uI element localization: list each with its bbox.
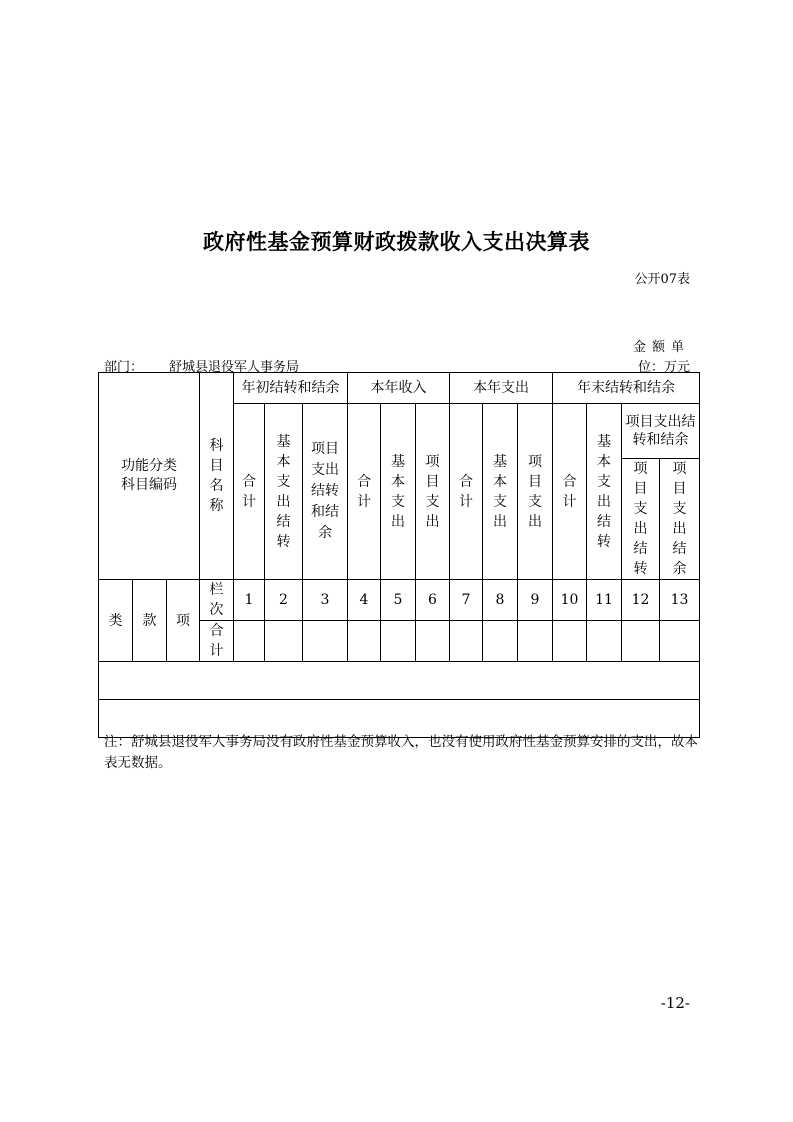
column-index-row — [99, 580, 700, 621]
unit-label-top: 金额单 — [632, 340, 690, 355]
col-num: 9 — [518, 580, 553, 621]
income-header: 本年收入 — [348, 373, 450, 404]
col-num: 5 — [381, 580, 416, 621]
empty-row — [99, 662, 700, 700]
income-total-header: 合计 — [348, 404, 381, 580]
opening-balance-header: 年初结转和结余 — [234, 373, 348, 404]
closing-project-carry-header: 项目支出结转 — [622, 459, 660, 580]
col-num: 7 — [450, 580, 483, 621]
closing-total-header: 合计 — [553, 404, 587, 580]
kuan-header: 款 — [133, 580, 167, 662]
col-num: 11 — [587, 580, 622, 621]
class-header: 类 — [99, 580, 133, 662]
closing-project-header: 项目支出结转和结余 — [622, 404, 700, 459]
unit-label-bottom: 位：万元 — [637, 360, 690, 375]
col-num: 10 — [553, 580, 587, 621]
footnote: 注：舒城县退役军人事务局没有政府性基金预算收入，也没有使用政府性基金预算安排的支出，故本表无数据。 — [104, 734, 698, 771]
col-num: 8 — [483, 580, 518, 621]
department-label: 部门： — [104, 360, 144, 375]
item-header: 项 — [167, 580, 200, 662]
expense-total-header: 合计 — [450, 404, 483, 580]
expense-project-header: 项目支出 — [518, 404, 553, 580]
subject-name-header: 科目名称 — [200, 373, 234, 580]
form-code: 公开07表 — [634, 272, 690, 287]
income-project-header: 项目支出 — [416, 404, 450, 580]
total-row-label: 合计 — [200, 621, 234, 662]
column-index-label: 栏次 — [200, 580, 234, 621]
opening-total-header: 合计 — [234, 404, 265, 580]
expense-header: 本年支出 — [450, 373, 553, 404]
budget-table — [98, 372, 700, 738]
header-row-groups — [99, 373, 700, 404]
col-num: 6 — [416, 580, 450, 621]
col-num: 2 — [265, 580, 303, 621]
opening-basic-header: 基本支出结转 — [265, 404, 303, 580]
empty-data-cell — [99, 662, 700, 700]
closing-balance-header: 年末结转和结余 — [553, 373, 700, 404]
col-num: 13 — [660, 580, 700, 621]
func-class-header: 功能分类科目编码 — [99, 373, 200, 580]
col-num: 4 — [348, 580, 381, 621]
expense-basic-header: 基本支出 — [483, 404, 518, 580]
opening-project-header: 项目支出结转和结余 — [303, 404, 348, 580]
closing-project-balance-header: 项目支出结余 — [660, 459, 700, 580]
col-num: 12 — [622, 580, 660, 621]
page-number: -12- — [660, 994, 690, 1012]
col-num: 1 — [234, 580, 265, 621]
closing-basic-header: 基本支出结转 — [587, 404, 622, 580]
page-title: 政府性基金预算财政拨款收入支出决算表 — [203, 230, 590, 254]
department-name: 舒城县退役军人事务局 — [169, 360, 300, 375]
col-num: 3 — [303, 580, 348, 621]
income-basic-header: 基本支出 — [381, 404, 416, 580]
